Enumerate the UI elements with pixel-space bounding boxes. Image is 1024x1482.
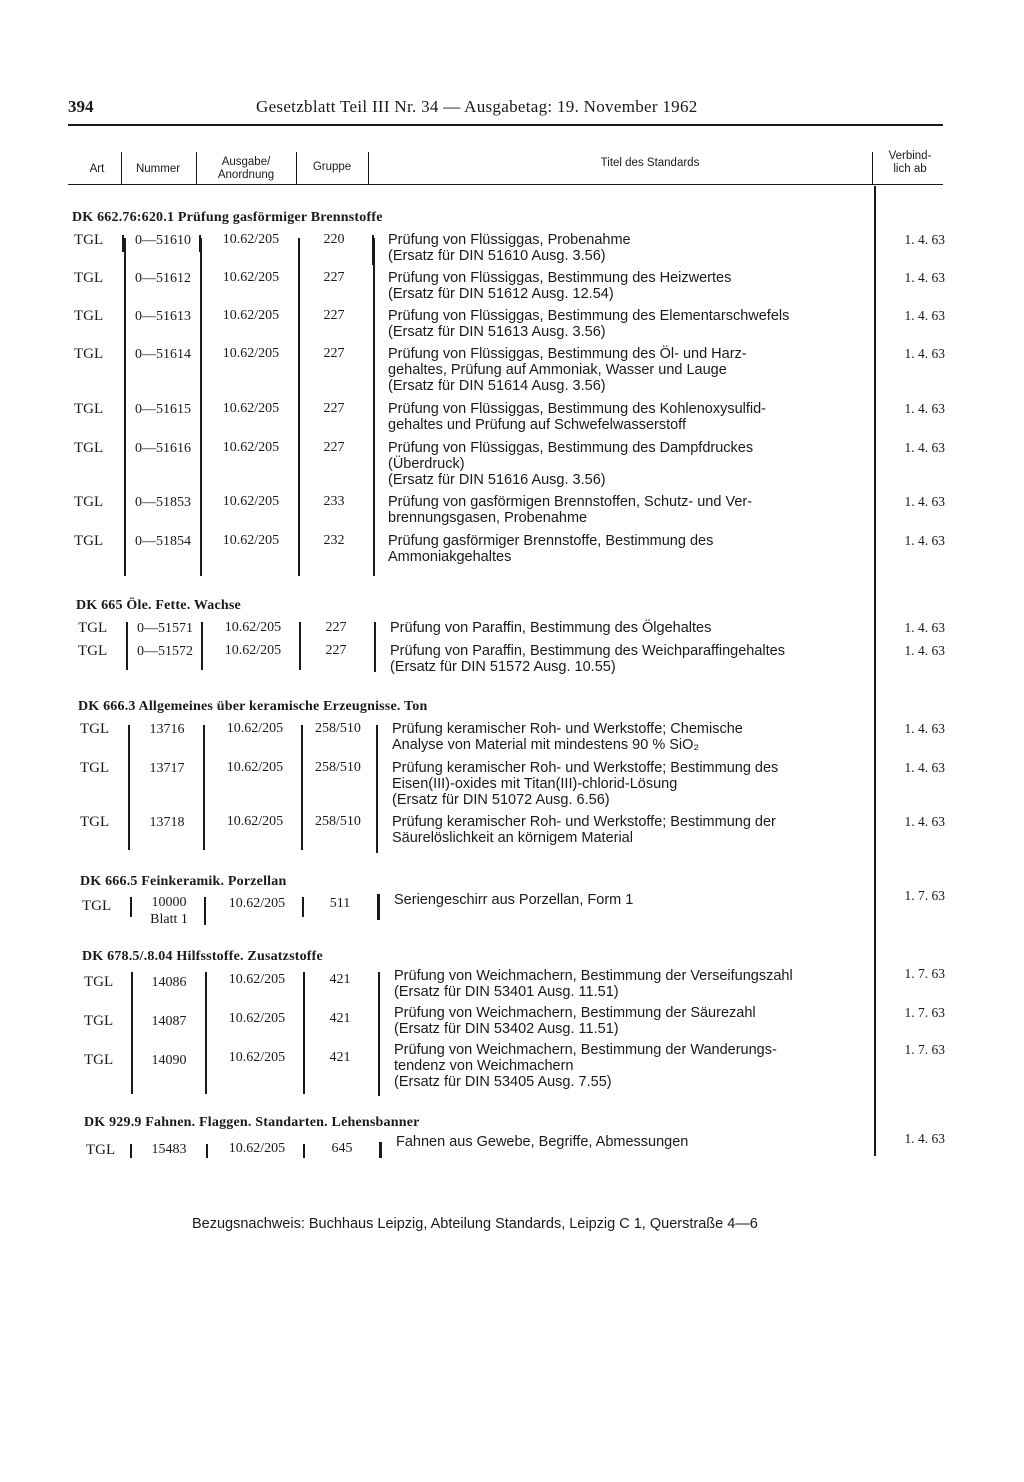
row-title-line: Fahnen aus Gewebe, Begriffe, Abmessungen	[396, 1134, 689, 1150]
row-title	[394, 1005, 954, 1037]
row-nummer: 0—51853	[135, 495, 191, 510]
row-nummer: 0—51571	[137, 621, 193, 636]
row-ausgabe: 10.62/205	[228, 972, 286, 987]
column-bar	[302, 897, 304, 917]
row-title-line: Prüfung keramischer Roh- und Werkstoffe; Chemische	[392, 721, 743, 737]
row-gruppe: 227	[323, 308, 345, 323]
row-gruppe: 511	[329, 896, 351, 911]
col-divider	[872, 152, 873, 184]
row-date: 1. 4. 63	[904, 814, 945, 829]
column-bar	[377, 894, 380, 920]
col-verbindlich	[876, 150, 944, 176]
page-title: Gesetzblatt Teil III Nr. 34 — Ausgabetag: 19. November 1962	[256, 97, 698, 116]
col-verbindlich-line2: lich ab	[893, 163, 927, 175]
row-ausgabe: 10.62/205	[226, 760, 284, 775]
row-divider	[379, 1142, 382, 1158]
col-divider	[121, 152, 122, 184]
row-art: TGL	[74, 494, 104, 510]
row-ausgabe: 10.62/205	[222, 270, 280, 285]
row-title-line: Eisen(III)-oxides mit Titan(III)-chlorid-Lösung	[392, 776, 678, 792]
row-art: TGL	[78, 643, 108, 659]
row-date: 1. 4. 63	[904, 721, 945, 736]
row-ausgabe: 10.62/205	[224, 643, 282, 658]
row-date: 1. 4. 63	[904, 620, 945, 635]
row-art: TGL	[74, 232, 104, 248]
row-gruppe: 227	[323, 440, 345, 455]
row-nummer	[138, 894, 200, 928]
row-art: TGL	[86, 1142, 116, 1158]
row-title	[394, 968, 954, 1000]
row-title-line: (Ersatz für DIN 51616 Ausg. 3.56)	[388, 472, 606, 488]
row-ausgabe: 10.62/205	[228, 1141, 286, 1156]
row-title-line: (Ersatz für DIN 53405 Ausg. 7.55)	[394, 1074, 612, 1090]
row-title-line: (Ersatz für DIN 51612 Ausg. 12.54)	[388, 286, 614, 302]
col-ausgabe-line2: Anordnung	[217, 169, 275, 181]
row-gruppe: 421	[329, 1050, 351, 1065]
row-gruppe: 232	[323, 533, 345, 548]
row-title	[390, 620, 950, 636]
page-header	[68, 97, 943, 123]
column-bar	[376, 725, 378, 853]
col-verbindlich-line1: Verbind-	[888, 150, 932, 162]
row-gruppe: 220	[323, 232, 345, 247]
row-date: 1. 4. 63	[904, 760, 945, 775]
column-bar	[204, 897, 206, 925]
table-row	[68, 888, 948, 930]
row-gruppe: 258/510	[315, 760, 361, 775]
row-title-line: Analyse von Material mit mindestens 90 % SiO₂	[392, 737, 700, 753]
section-title: DK 678.5/.8.04 Hilfsstoffe. Zusatzstoffe	[82, 949, 323, 964]
row-art: TGL	[84, 974, 114, 990]
table-row	[68, 814, 948, 850]
column-bar	[298, 238, 300, 576]
row-title	[390, 643, 950, 675]
row-divider	[206, 1144, 208, 1158]
row-title-line: Prüfung von Flüssiggas, Probenahme	[388, 232, 631, 248]
row-art: TGL	[84, 1013, 114, 1029]
row-art: TGL	[78, 620, 108, 636]
row-art: TGL	[74, 346, 104, 362]
section-title: DK 666.3 Allgemeines über keramische Erzeugnisse. Ton	[78, 699, 428, 714]
row-nummer: 13716	[149, 722, 185, 737]
row-date: 1. 4. 63	[904, 1131, 945, 1146]
column-bar	[373, 238, 375, 576]
row-gruppe: 227	[323, 401, 345, 416]
row-title-line: Prüfung gasförmiger Brennstoffe, Bestimmung des	[388, 533, 714, 549]
section-title: DK 665 Öle. Fette. Wachse	[76, 598, 241, 613]
row-title-line: (Ersatz für DIN 53402 Ausg. 11.51)	[394, 1021, 619, 1037]
row-divider	[303, 1144, 305, 1158]
row-title-line: Prüfung von Flüssiggas, Bestimmung des Elementarschwefels	[388, 308, 790, 324]
row-nummer: 14090	[151, 1053, 187, 1068]
row-title	[388, 270, 948, 302]
row-ausgabe: 10.62/205	[222, 440, 280, 455]
column-bar	[203, 725, 205, 850]
row-ausgabe: 10.62/205	[222, 533, 280, 548]
row-title-line: brennungsgasen, Probenahme	[388, 510, 588, 526]
row-title-line: tendenz von Weichmachern	[394, 1058, 574, 1074]
row-ausgabe: 10.62/205	[226, 721, 284, 736]
row-date: 1. 4. 63	[904, 346, 945, 361]
row-nummer: 14087	[151, 1014, 187, 1029]
column-bar	[128, 725, 130, 850]
row-date: 1. 7. 63	[904, 966, 945, 981]
row-divider	[130, 1144, 132, 1158]
table-row	[68, 966, 948, 1002]
row-gruppe: 227	[325, 620, 347, 635]
header-rule	[68, 124, 943, 126]
row-art: TGL	[80, 721, 110, 737]
row-art: TGL	[74, 440, 104, 456]
row-title	[388, 494, 948, 526]
row-date: 1. 7. 63	[904, 1042, 945, 1057]
table-row	[68, 643, 948, 679]
row-ausgabe: 10.62/205	[222, 346, 280, 361]
row-gruppe: 258/510	[315, 814, 361, 829]
row-title-line: (Ersatz für DIN 53401 Ausg. 11.51)	[394, 984, 619, 1000]
table-row	[68, 1042, 948, 1094]
row-nummer: 0—51613	[135, 309, 191, 324]
row-title	[392, 721, 952, 753]
page-number: 394	[68, 97, 94, 116]
row-art: TGL	[74, 533, 104, 549]
row-nummer-line: 10000	[151, 895, 187, 910]
row-title-line: Prüfung keramischer Roh- und Werkstoffe; Bestimmung des	[392, 760, 779, 776]
row-title-line: Prüfung keramischer Roh- und Werkstoffe; Bestimmung der	[392, 814, 776, 830]
row-ausgabe: 10.62/205	[228, 1050, 286, 1065]
row-date: 1. 4. 63	[904, 232, 945, 247]
row-art: TGL	[74, 270, 104, 286]
row-gruppe: 227	[323, 346, 345, 361]
table-row	[68, 1132, 948, 1160]
row-ausgabe: 10.62/205	[222, 308, 280, 323]
row-nummer: 14086	[151, 975, 187, 990]
col-art: Art	[89, 163, 105, 175]
column-bar	[126, 622, 128, 670]
column-bar	[131, 972, 133, 1094]
col-divider	[296, 152, 297, 184]
row-nummer: 0—51854	[135, 534, 191, 549]
row-title-line: Prüfung von Flüssiggas, Bestimmung des Dampfdruckes	[388, 440, 754, 456]
table-row	[68, 760, 948, 812]
row-title	[392, 814, 952, 846]
row-gruppe: 227	[325, 643, 347, 658]
col-ausgabe-line1: Ausgabe/	[221, 156, 271, 168]
section-title: DK 929.9 Fahnen. Flaggen. Standarten. Lehensbanner	[84, 1115, 420, 1130]
row-gruppe: 227	[323, 270, 345, 285]
col-divider	[368, 152, 369, 184]
row-ausgabe: 10.62/205	[224, 620, 282, 635]
table-row	[68, 1005, 948, 1041]
row-nummer: 0—51614	[135, 347, 191, 362]
row-title-line: Seriengeschirr aus Porzellan, Form 1	[394, 892, 634, 908]
footer-note: Bezugsnachweis: Buchhaus Leipzig, Abteilung Standards, Leipzig C 1, Querstraße 4—6	[192, 1216, 758, 1232]
row-title	[394, 1042, 954, 1090]
row-nummer: 0—51612	[135, 271, 191, 286]
row-nummer: 13717	[149, 761, 185, 776]
row-title-line: gehaltes, Prüfung auf Ammoniak, Wasser und Lauge	[388, 362, 727, 378]
row-nummer: 0—51616	[135, 441, 191, 456]
section-title: DK 666.5 Feinkeramik. Porzellan	[80, 874, 287, 889]
col-titel: Titel des Standards	[600, 157, 700, 169]
row-date: 1. 4. 63	[904, 494, 945, 509]
column-bar	[301, 725, 303, 850]
row-title-line: Prüfung von Paraffin, Bestimmung des Ölgehaltes	[390, 620, 712, 636]
row-title-line: (Ersatz für DIN 51610 Ausg. 3.56)	[388, 248, 606, 264]
column-header-rule	[68, 184, 943, 185]
row-ausgabe: 10.62/205	[226, 814, 284, 829]
row-gruppe: 645	[331, 1141, 353, 1156]
row-art: TGL	[84, 1052, 114, 1068]
row-gruppe: 258/510	[315, 721, 361, 736]
row-title-line: Prüfung von gasförmigen Brennstoffen, Schutz- und Ver-	[388, 494, 753, 510]
row-title	[394, 892, 954, 908]
row-title-line: (Überdruck)	[388, 456, 465, 472]
row-title-line: Prüfung von Flüssiggas, Bestimmung des Heizwertes	[388, 270, 732, 286]
row-ausgabe: 10.62/205	[222, 494, 280, 509]
row-date: 1. 4. 63	[904, 401, 945, 416]
row-date: 1. 4. 63	[904, 270, 945, 285]
row-art: TGL	[82, 898, 112, 914]
row-art: TGL	[80, 760, 110, 776]
row-gruppe: 421	[329, 1011, 351, 1026]
row-nummer: 13718	[149, 815, 185, 830]
col-gruppe: Gruppe	[312, 161, 352, 173]
row-title	[388, 308, 948, 340]
row-art: TGL	[74, 308, 104, 324]
row-title-line: Prüfung von Weichmachern, Bestimmung der Verseifungszahl	[394, 968, 793, 984]
row-nummer: 0—51615	[135, 402, 191, 417]
section-title: DK 662.76:620.1 Prüfung gasförmiger Brennstoffe	[72, 210, 383, 225]
row-art: TGL	[80, 814, 110, 830]
row-art: TGL	[74, 401, 104, 417]
row-date: 1. 4. 63	[904, 643, 945, 658]
table-row	[68, 620, 948, 642]
row-title-line: (Ersatz für DIN 51572 Ausg. 10.55)	[390, 659, 616, 675]
row-gruppe: 421	[329, 972, 351, 987]
row-date: 1. 4. 63	[904, 440, 945, 455]
row-title-line: Prüfung von Paraffin, Bestimmung des Weichparaffingehaltes	[390, 643, 785, 659]
row-title-line: (Ersatz für DIN 51613 Ausg. 3.56)	[388, 324, 606, 340]
column-bar	[378, 972, 380, 1096]
col-divider	[196, 152, 197, 184]
row-title-line: Prüfung von Weichmachern, Bestimmung der Säurezahl	[394, 1005, 756, 1021]
row-ausgabe: 10.62/205	[222, 232, 280, 247]
row-ausgabe: 10.62/205	[228, 1011, 286, 1026]
col-nummer: Nummer	[135, 163, 181, 175]
row-title-line: (Ersatz für DIN 51072 Ausg. 6.56)	[392, 792, 610, 808]
column-bar	[130, 897, 132, 917]
row-nummer: 15483	[151, 1142, 187, 1157]
row-date: 1. 7. 63	[904, 1005, 945, 1020]
table-row	[68, 721, 948, 759]
column-bar	[205, 972, 207, 1094]
row-title-line: Säurelöslichkeit an körnigem Material	[392, 830, 633, 846]
row-title-line: Prüfung von Flüssiggas, Bestimmung des Kohlenoxysulfid-	[388, 401, 766, 417]
column-bar	[124, 238, 126, 576]
row-title	[388, 232, 948, 264]
row-title	[392, 760, 952, 808]
row-ausgabe: 10.62/205	[222, 401, 280, 416]
row-title	[388, 401, 948, 433]
row-title	[388, 533, 948, 565]
row-nummer-line: Blatt 1	[150, 912, 188, 927]
row-title	[396, 1134, 956, 1150]
row-title-line: gehaltes und Prüfung auf Schwefelwasserstoff	[388, 417, 686, 433]
row-title-line: (Ersatz für DIN 51614 Ausg. 3.56)	[388, 378, 606, 394]
row-nummer: 0—51610	[135, 233, 191, 248]
row-date: 1. 7. 63	[904, 888, 945, 903]
row-date: 1. 4. 63	[904, 308, 945, 323]
row-title-line: Prüfung von Weichmachern, Bestimmung der Wanderungs-	[394, 1042, 777, 1058]
row-title-line: Prüfung von Flüssiggas, Bestimmung des Öl- und Harz-	[388, 346, 747, 362]
row-title	[388, 440, 948, 488]
row-gruppe: 233	[323, 494, 345, 509]
row-nummer: 0—51572	[137, 644, 193, 659]
column-bar	[299, 622, 301, 670]
col-ausgabe	[200, 156, 292, 182]
column-bar	[374, 622, 376, 672]
row-ausgabe: 10.62/205	[228, 896, 286, 911]
column-bar	[201, 622, 203, 670]
column-bar	[303, 972, 305, 1094]
row-date: 1. 4. 63	[904, 533, 945, 548]
row-title	[388, 346, 948, 394]
row-title-line: Ammoniakgehaltes	[388, 549, 512, 565]
column-bar	[200, 238, 202, 576]
